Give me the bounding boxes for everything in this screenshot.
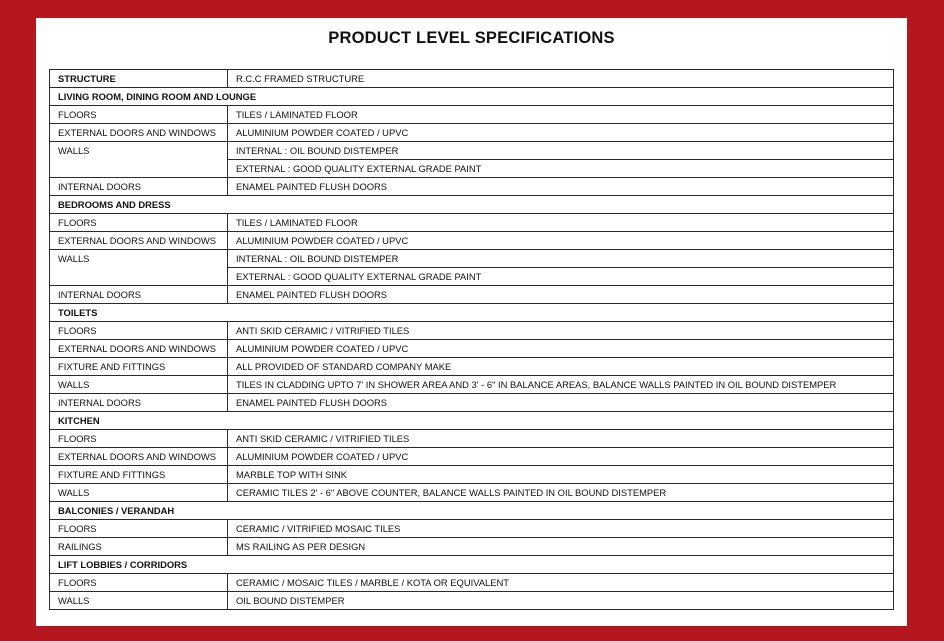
table-row [50, 142, 894, 160]
spec-value: ENAMEL PAINTED FLUSH DOORS [228, 394, 894, 412]
section-heading-row [50, 88, 894, 106]
spec-label: INTERNAL DOORS [50, 178, 228, 196]
table-row [50, 124, 894, 142]
table-row [50, 286, 894, 304]
table-row [50, 394, 894, 412]
spec-label: FIXTURE AND FITTINGS [50, 466, 228, 484]
spec-value: MARBLE TOP WITH SINK [228, 466, 894, 484]
spec-value: CERAMIC / MOSAIC TILES / MARBLE / KOTA OR EQUIVALENT [228, 574, 894, 592]
table-row [50, 538, 894, 556]
table-row [50, 358, 894, 376]
spec-label: WALLS [50, 142, 228, 178]
specifications-table [49, 69, 894, 610]
spec-label: FLOORS [50, 214, 228, 232]
section-heading-row [50, 412, 894, 430]
spec-value: ANTI SKID CERAMIC / VITRIFIED TILES [228, 430, 894, 448]
table-row [50, 448, 894, 466]
spec-label: INTERNAL DOORS [50, 286, 228, 304]
table-row [50, 178, 894, 196]
table-row [50, 106, 894, 124]
section-heading-bedrooms: BEDROOMS AND DRESS [50, 196, 894, 214]
spec-value: ANTI SKID CERAMIC / VITRIFIED TILES [228, 322, 894, 340]
spec-label: WALLS [50, 376, 228, 394]
spec-label: EXTERNAL DOORS AND WINDOWS [50, 340, 228, 358]
spec-label: EXTERNAL DOORS AND WINDOWS [50, 232, 228, 250]
table-row [50, 520, 894, 538]
section-heading-kitchen: KITCHEN [50, 412, 894, 430]
spec-label: WALLS [50, 484, 228, 502]
spec-label: STRUCTURE [50, 70, 228, 88]
section-heading-row [50, 196, 894, 214]
section-heading-balconies: BALCONIES / VERANDAH [50, 502, 894, 520]
spec-label: FIXTURE AND FITTINGS [50, 358, 228, 376]
spec-value: EXTERNAL : GOOD QUALITY EXTERNAL GRADE PAINT [228, 268, 894, 286]
table-row [50, 592, 894, 610]
section-heading-toilets: TOILETS [50, 304, 894, 322]
spec-value: ENAMEL PAINTED FLUSH DOORS [228, 286, 894, 304]
table-row [50, 430, 894, 448]
table-row [50, 466, 894, 484]
spec-value: TILES / LAMINATED FLOOR [228, 214, 894, 232]
spec-value: ALUMINIUM POWDER COATED / UPVC [228, 232, 894, 250]
spec-value: INTERNAL : OIL BOUND DISTEMPER [228, 142, 894, 160]
spec-value: EXTERNAL : GOOD QUALITY EXTERNAL GRADE PAINT [228, 160, 894, 178]
spec-label: FLOORS [50, 520, 228, 538]
spec-label: RAILINGS [50, 538, 228, 556]
section-heading-row [50, 304, 894, 322]
spec-label: WALLS [50, 250, 228, 286]
table-row-structure [50, 70, 894, 88]
section-heading-lift-lobbies: LIFT LOBBIES / CORRIDORS [50, 556, 894, 574]
section-heading-living: LIVING ROOM, DINING ROOM AND LOUNGE [50, 88, 894, 106]
spec-value: TILES IN CLADDING UPTO 7' IN SHOWER AREA AND 3' - 6" IN BALANCE AREAS, BALANCE WALLS PAINTED IN OIL BOUND DISTEMPER [228, 376, 894, 394]
spec-value: ALUMINIUM POWDER COATED / UPVC [228, 340, 894, 358]
table-row [50, 214, 894, 232]
table-row [50, 250, 894, 268]
spec-label: FLOORS [50, 322, 228, 340]
table-row [50, 376, 894, 394]
spec-value: CERAMIC / VITRIFIED MOSAIC TILES [228, 520, 894, 538]
table-row [50, 574, 894, 592]
section-heading-row [50, 556, 894, 574]
spec-label: INTERNAL DOORS [50, 394, 228, 412]
table-row [50, 322, 894, 340]
spec-label: FLOORS [50, 574, 228, 592]
spec-value: ALUMINIUM POWDER COATED / UPVC [228, 124, 894, 142]
table-row [50, 232, 894, 250]
section-heading-row [50, 502, 894, 520]
spec-value: TILES / LAMINATED FLOOR [228, 106, 894, 124]
table-row [50, 340, 894, 358]
spec-label: FLOORS [50, 106, 228, 124]
spec-label: EXTERNAL DOORS AND WINDOWS [50, 124, 228, 142]
spec-panel [36, 18, 907, 626]
spec-label: EXTERNAL DOORS AND WINDOWS [50, 448, 228, 466]
spec-value: ENAMEL PAINTED FLUSH DOORS [228, 178, 894, 196]
spec-value: ALUMINIUM POWDER COATED / UPVC [228, 448, 894, 466]
spec-value: INTERNAL : OIL BOUND DISTEMPER [228, 250, 894, 268]
spec-value: MS RAILING AS PER DESIGN [228, 538, 894, 556]
table-row [50, 484, 894, 502]
spec-value: ALL PROVIDED OF STANDARD COMPANY MAKE [228, 358, 894, 376]
spec-value: R.C.C FRAMED STRUCTURE [228, 70, 894, 88]
spec-label: FLOORS [50, 430, 228, 448]
spec-value: OIL BOUND DISTEMPER [228, 592, 894, 610]
page-title: PRODUCT LEVEL SPECIFICATIONS [328, 29, 615, 47]
spec-label: WALLS [50, 592, 228, 610]
spec-value: CERAMIC TILES 2' - 6" ABOVE COUNTER, BALANCE WALLS PAINTED IN OIL BOUND DISTEMPER [228, 484, 894, 502]
